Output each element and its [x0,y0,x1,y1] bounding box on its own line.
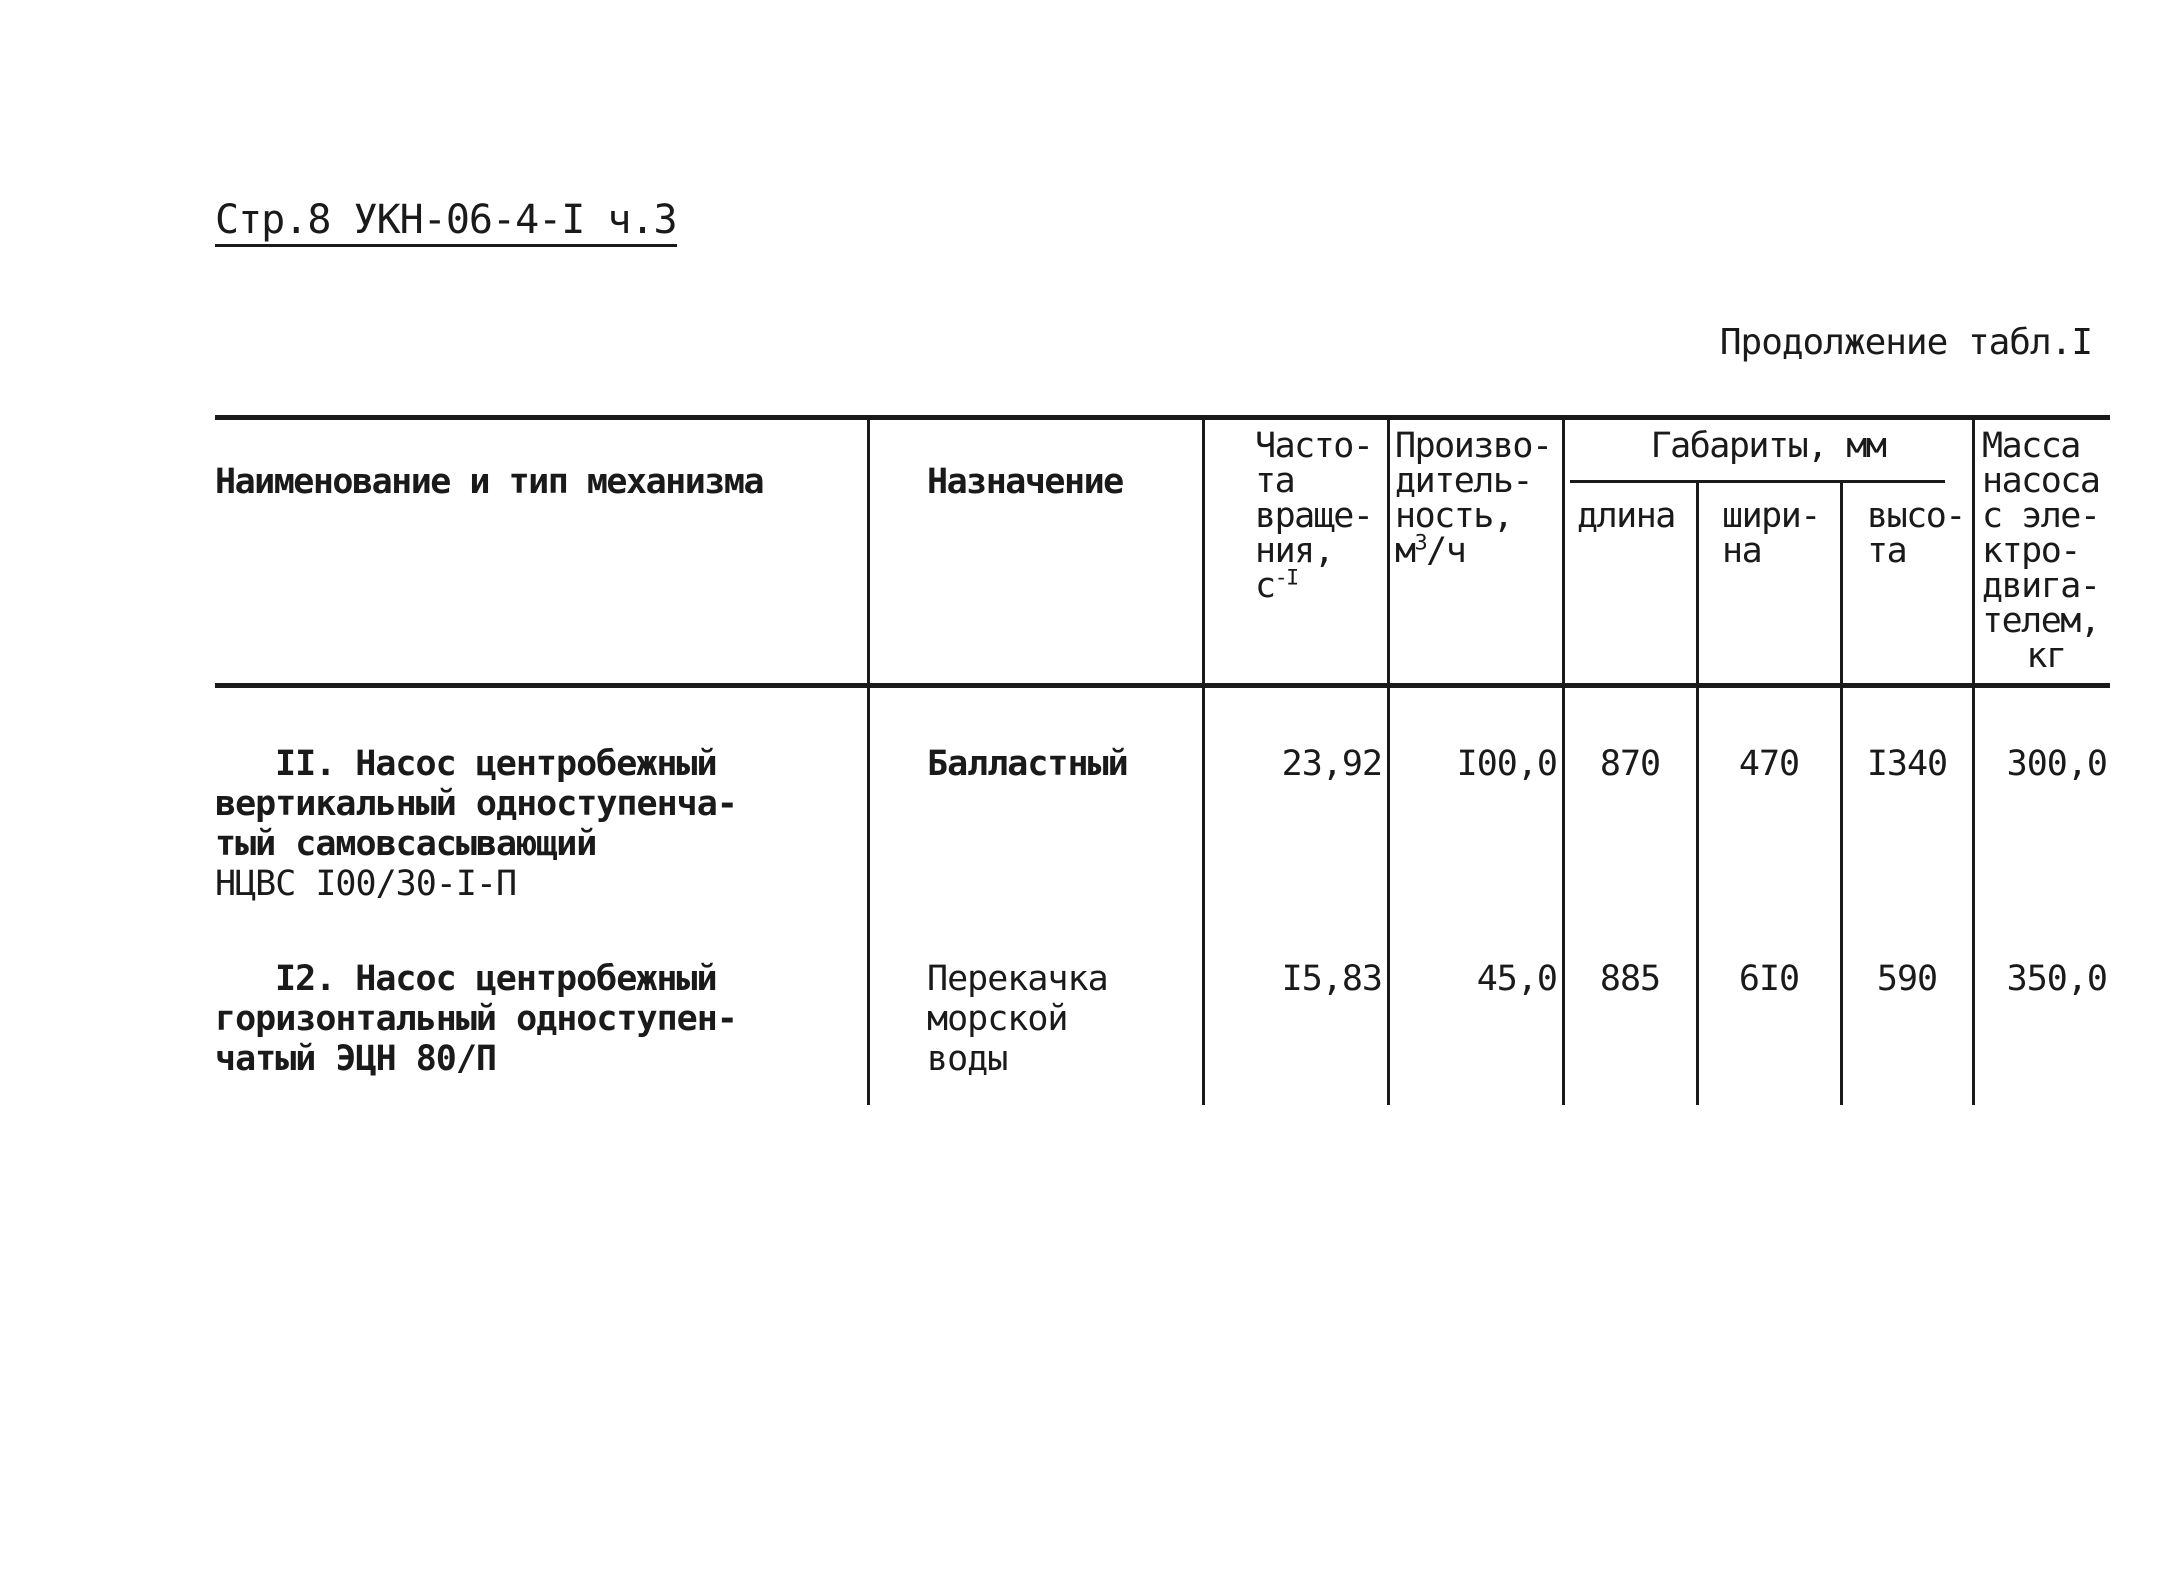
column-divider [1696,480,1699,1105]
header-mass-line: двига- [1982,566,2100,606]
header-mass-line: с эле- [1982,496,2100,536]
header-rotation-line: та [1255,461,1295,501]
header-mass [1982,426,2110,676]
cell-capacity: 45,0 [1476,959,1557,999]
header-rotation-unit [1255,565,1400,606]
dimensions-group-rule [1570,480,1945,483]
header-width [1722,496,1842,571]
name-line: чатый ЭЦН 80/П [215,1038,497,1079]
unit-tail: /ч [1426,531,1466,571]
table-row-purpose [927,745,1197,785]
cell-rotation: 23,92 [1281,744,1382,784]
header-mass-line: насоса [1982,461,2100,501]
header-capacity [1395,426,1565,571]
name-line: НЦВС I00/30-I-П [215,863,517,904]
name-line: горизонтальный одноступен- [215,998,737,1039]
cell-length: 870 [1599,744,1661,784]
unit-base: с [1255,566,1275,606]
header-rotation-line: враще- [1255,496,1373,536]
header-length: длина [1577,496,1675,536]
header-rotation-line: Часто- [1255,426,1373,466]
purpose-line: морской [927,998,1068,1039]
name-line: вертикальный одноступенча- [215,783,737,824]
unit-exponent: -I [1274,565,1298,591]
header-width-line: шири- [1722,496,1820,536]
header-mass-line: телем, [1982,601,2100,641]
header-capacity-line: дитель- [1395,461,1533,501]
cell-width: 470 [1738,744,1800,784]
cell-height: I340 [1866,744,1948,784]
column-divider [1972,415,1975,1105]
purpose-line: Перекачка [927,959,1108,999]
name-line: тый самовсасывающий [215,823,597,864]
header-mass-line: кг [2026,636,2066,676]
cell-rotation: I5,83 [1281,959,1382,999]
pump-specs-table [215,415,2110,1105]
table-row-name [215,745,865,905]
header-height-line: та [1867,531,1907,571]
table-row-name [215,960,865,1080]
table-top-rule [215,415,2110,420]
purpose-line: Балластный [927,744,1128,784]
page-reference: Стр.8 УКН-06-4-I ч.3 [215,198,677,247]
header-capacity-unit [1395,530,1565,571]
unit-exponent: 3 [1414,530,1427,556]
header-height [1867,496,1972,571]
header-rotation [1255,426,1400,606]
header-dimensions-group: Габариты, мм [1650,426,1886,466]
header-bottom-rule [215,683,2110,688]
header-width-line: на [1722,531,1762,571]
column-divider [867,415,870,1105]
header-mass-line: ктро- [1982,531,2080,571]
header-name: Наименование и тип механизма [215,462,764,502]
header-mass-line: Масса [1982,426,2080,466]
header-purpose: Назначение [927,462,1123,502]
cell-length: 885 [1599,959,1661,999]
cell-height: 590 [1876,959,1938,999]
header-capacity-line: ность, [1395,496,1513,536]
cell-capacity: I00,0 [1456,744,1557,784]
header-rotation-line: ния, [1255,531,1334,571]
header-height-line: высо- [1867,496,1965,536]
name-line: II. Насос центробежный [275,744,717,784]
name-line: I2. Насос центробежный [275,959,717,999]
table-continuation-label: Продолжение табл.I [1719,322,2092,363]
cell-width: 6I0 [1738,959,1800,999]
purpose-line: воды [927,1038,1008,1079]
cell-mass: 350,0 [2006,959,2107,999]
column-divider [1840,480,1843,1105]
table-row-purpose [927,960,1197,1080]
unit-base: м [1395,531,1415,571]
header-capacity-line: Произво- [1395,426,1552,466]
column-divider [1202,415,1205,1105]
cell-mass: 300,0 [2006,744,2107,784]
